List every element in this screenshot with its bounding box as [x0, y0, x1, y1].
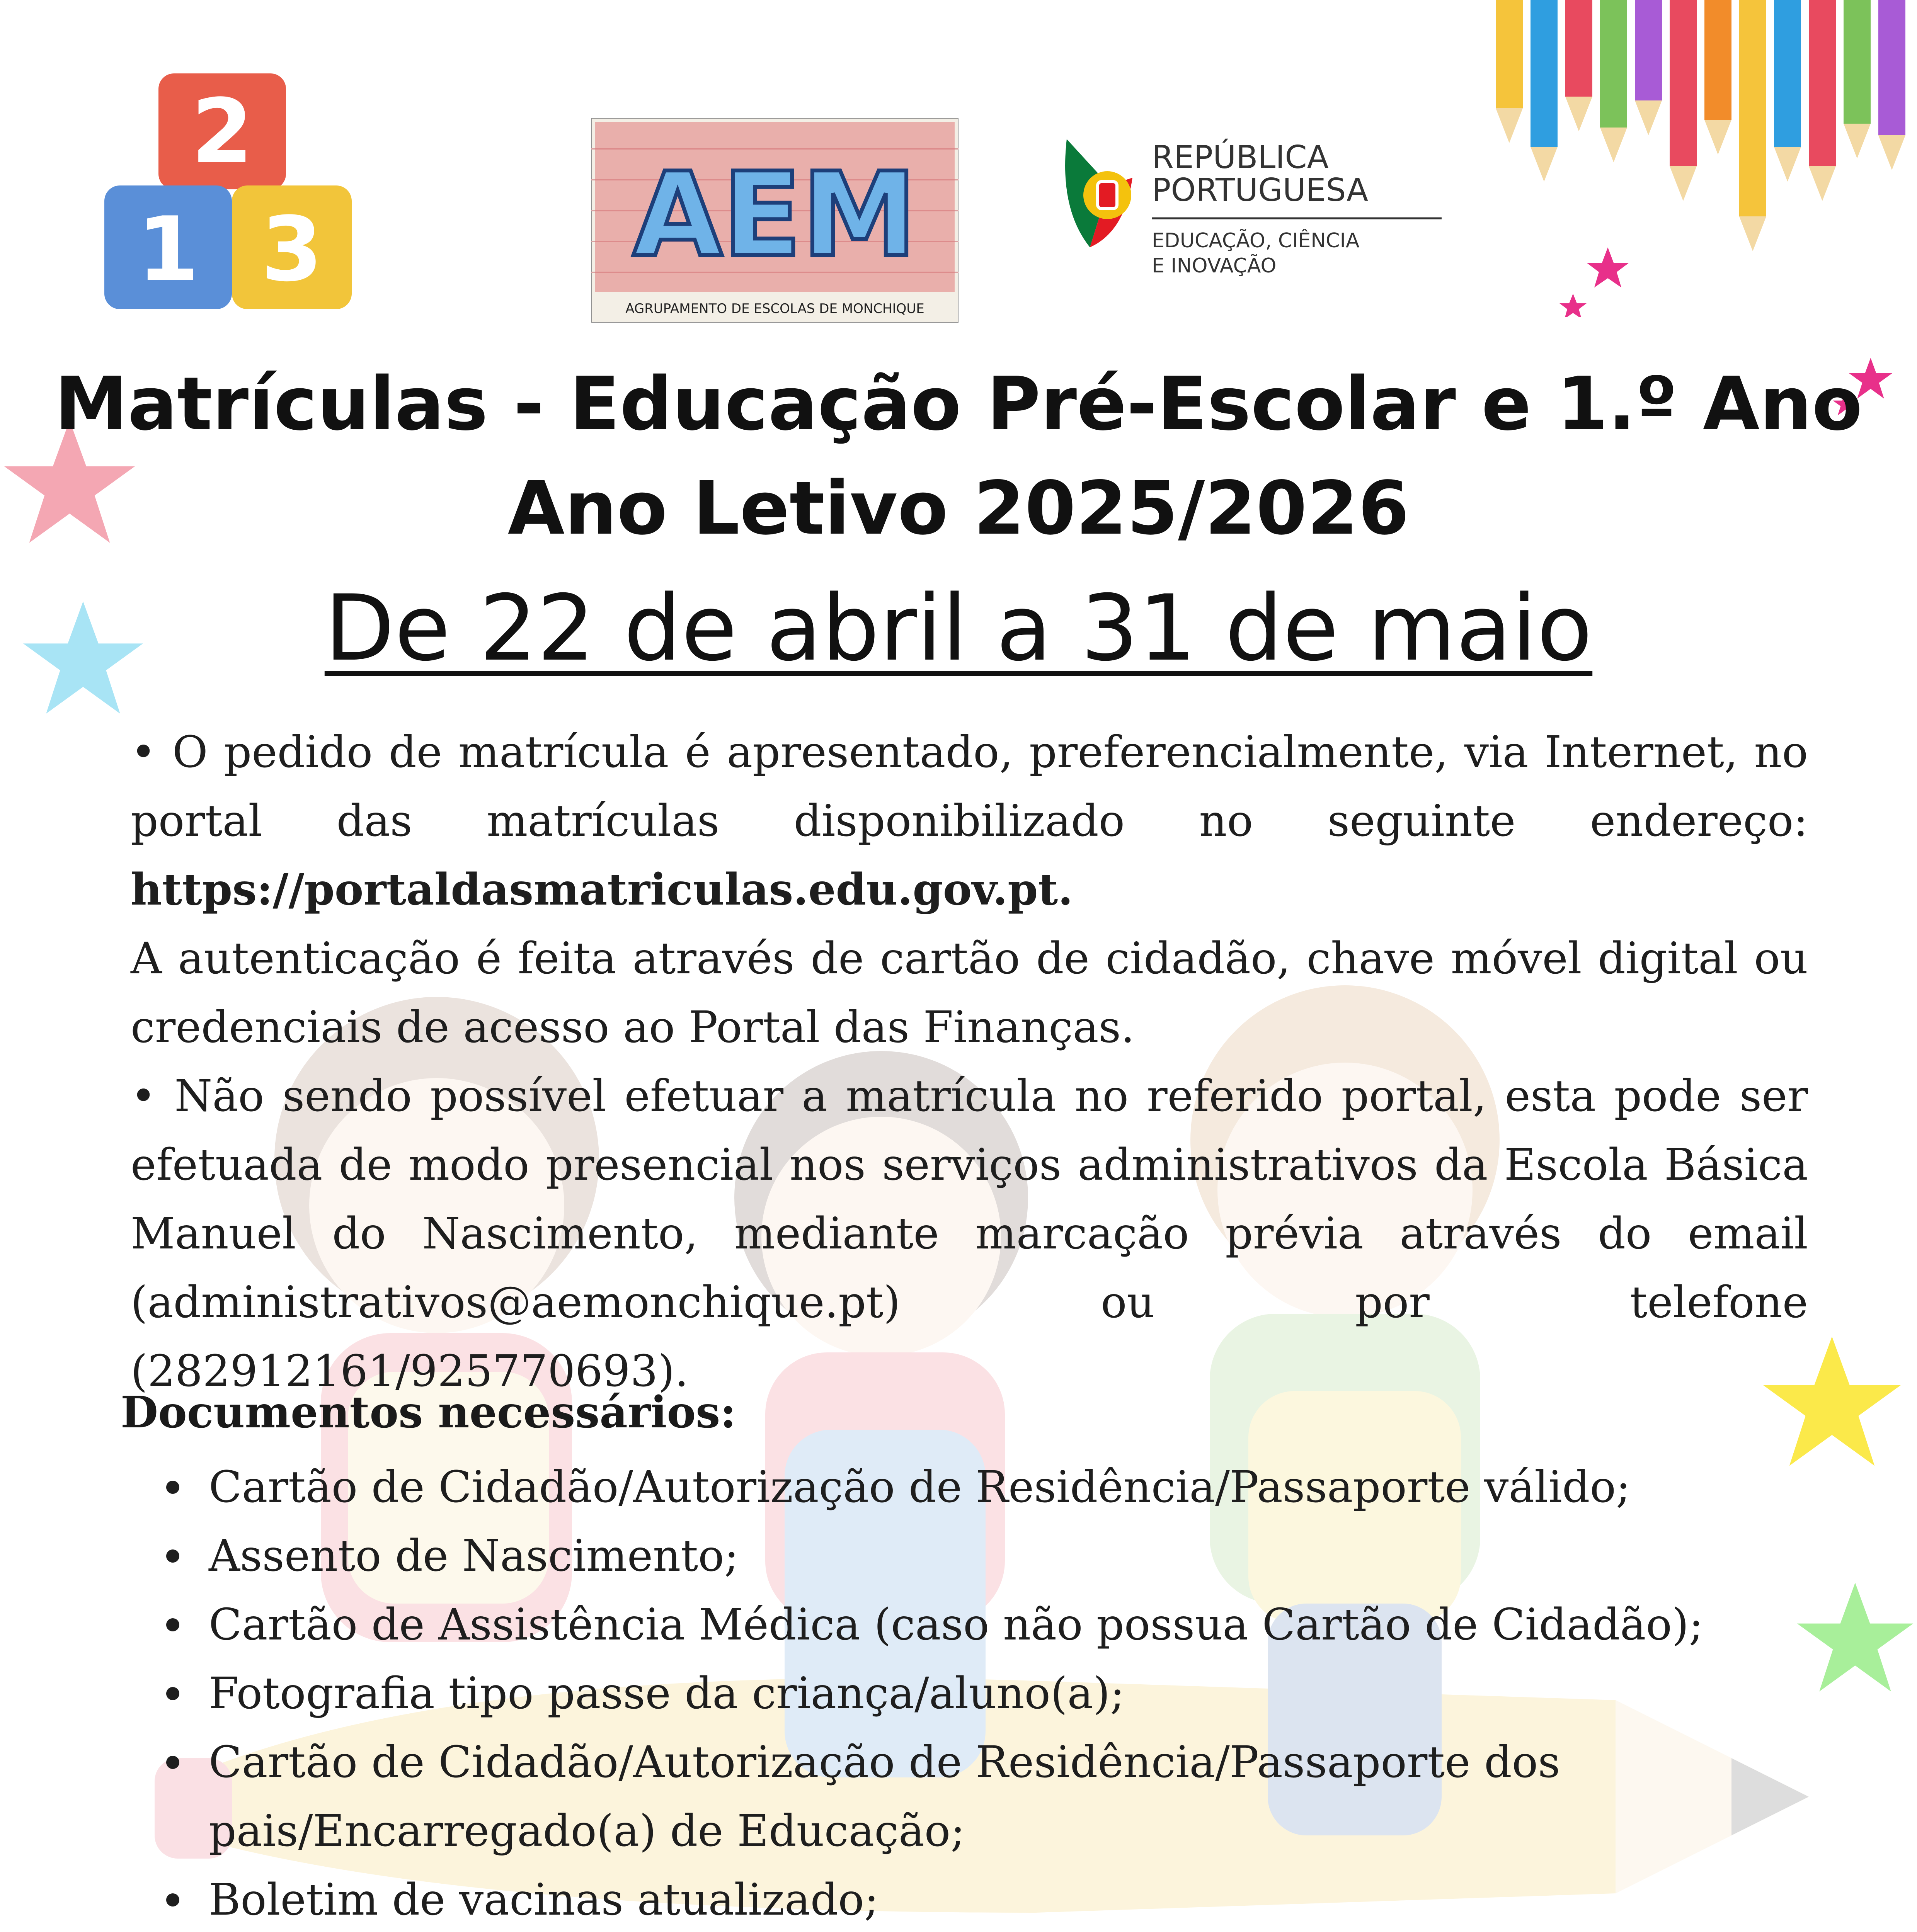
- colored-pencils-illustration: [1496, 0, 1917, 317]
- authentication-text: A autenticação é feita através de cartão de cidadão, chave móvel digital ou credenciais de acesso ao Portal das Finanças.: [131, 934, 1808, 1053]
- intro-bullet-1-line2: portal das matrículas disponibilizado no seguinte endereço:: [131, 796, 1808, 846]
- svg-text:REPÚBLICA: REPÚBLICA: [1152, 139, 1329, 176]
- list-item: Cartão de Cidadão/Autorização de Residência/Passaporte válido;: [151, 1453, 1774, 1522]
- intro-bullet-2: • Não sendo possível efetuar a matrícula no referido portal, esta pode ser efetuada de modo presencial nos serviços administrativos da Escola Básica Manuel do Nascimento, mediante marcação prévia através do email (administrativos@aemonchique.pt) ou por telefone (282912161/925770693).: [131, 1071, 1808, 1396]
- svg-text:PORTUGUESA: PORTUGUESA: [1152, 172, 1369, 209]
- registration-period: De 22 de abril a 31 de maio: [324, 576, 1593, 681]
- page-title: Matrículas - Educação Pré-Escolar e 1.º Ano: [54, 361, 1863, 447]
- aem-school-logo: [591, 118, 958, 323]
- list-item: Cartão de Cidadão/Autorização de Residência/Passaporte dos pais/Encarregado(a) de Educação;: [151, 1728, 1774, 1866]
- republica-portuguesa-logo: [1059, 131, 1445, 294]
- list-item: Boletim de vacinas atualizado;: [151, 1866, 1774, 1932]
- portal-link[interactable]: https://portaldasmatriculas.edu.gov.pt.: [131, 864, 1073, 915]
- list-item: Fotografia tipo passe da criança/aluno(a);: [151, 1659, 1774, 1728]
- list-item: Assento de Nascimento;: [151, 1522, 1774, 1590]
- list-item: Cartão de Assistência Médica (caso não possua Cartão de Cidadão);: [151, 1590, 1774, 1659]
- svg-text:2: 2: [191, 80, 254, 184]
- svg-text:EDUCAÇÃO, CIÊNCIA: EDUCAÇÃO, CIÊNCIA: [1152, 229, 1360, 252]
- svg-text:1: 1: [137, 198, 199, 301]
- green-star-icon: [1793, 1577, 1917, 1700]
- intro-bullet-1-line1: • O pedido de matrícula é apresentado, preferencialmente, via Internet, no: [131, 727, 1808, 777]
- svg-text:AEM: AEM: [633, 148, 917, 282]
- documents-list: [151, 1453, 1774, 1932]
- svg-text:E INOVAÇÃO: E INOVAÇÃO: [1152, 254, 1277, 277]
- svg-text:AGRUPAMENTO DE ESCOLAS DE MONC: AGRUPAMENTO DE ESCOLAS DE MONCHIQUE: [625, 301, 924, 316]
- svg-text:3: 3: [260, 198, 323, 301]
- number-blocks-icon: [97, 66, 359, 321]
- intro-section: [131, 718, 1808, 1406]
- page-subtitle: Ano Letivo 2025/2026: [507, 466, 1410, 551]
- documents-heading: Documentos necessários:: [121, 1387, 736, 1438]
